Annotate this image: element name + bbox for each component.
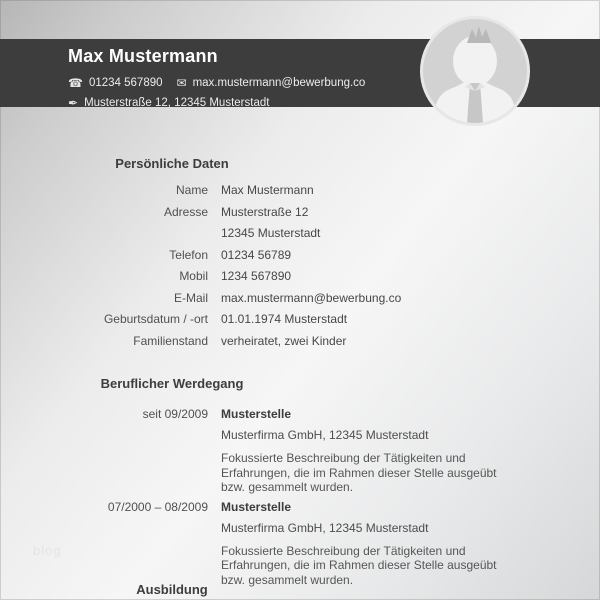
- pen-icon: ✒: [68, 96, 79, 110]
- email-contact: [177, 76, 366, 90]
- row-label: Geburtsdatum / -ort: [103, 312, 208, 326]
- contact-row-2: [68, 96, 379, 110]
- row-label: E-Mail: [173, 290, 208, 305]
- section-title-personal: Persönliche Daten: [115, 156, 229, 171]
- entry-body: [221, 408, 523, 495]
- phone-icon: ☎: [68, 76, 83, 90]
- row-value: max.mustermann@bewerbung.co: [221, 290, 402, 305]
- person-silhouette-icon: [423, 19, 527, 123]
- section-title-career: Beruflicher Werdegang: [100, 376, 244, 391]
- row-value: 1234 567890: [221, 269, 292, 283]
- row-value: Max Mustermann: [221, 183, 314, 197]
- envelope-icon: ✉: [176, 76, 187, 90]
- row-label: Telefon: [169, 247, 208, 262]
- table-row: [0, 245, 600, 267]
- avatar: [420, 16, 530, 126]
- row-value: 01234 56789: [221, 247, 292, 262]
- table-row: [0, 223, 600, 245]
- table-row: [0, 309, 600, 331]
- row-label: Familienstand: [133, 333, 208, 348]
- row-value: 01.01.1974 Musterstadt: [221, 312, 348, 326]
- row-label: [0, 223, 208, 245]
- phone-number: 01234 567890: [88, 77, 163, 89]
- row-label: Mobil: [179, 269, 208, 283]
- personal-data-table: [0, 180, 600, 352]
- header: [68, 46, 379, 110]
- career-entry: [0, 408, 600, 495]
- career-entries: [0, 408, 600, 587]
- row-label: Adresse: [163, 204, 208, 219]
- entry-period: seit 09/2009: [142, 407, 208, 421]
- entry-body: [221, 501, 523, 588]
- entry-description: Fokussierte Beschreibung der Tätigkeiten und Erfahrungen, die im Rahmen dieser Stelle ausgeübt bzw. gesammelt wurden.: [221, 451, 497, 494]
- row-value: Musterstraße 12: [221, 204, 309, 219]
- row-value: 12345 Musterstadt: [221, 226, 321, 240]
- entry-company: Musterfirma GmbH, 12345 Musterstadt: [221, 520, 429, 535]
- career-entry: [0, 501, 600, 588]
- email-address: max.mustermann@bewerbung.co: [192, 77, 366, 89]
- entry-period: 07/2000 – 08/2009: [107, 499, 208, 514]
- entry-role: Musterstelle: [221, 407, 292, 421]
- person-name: Max Mustermann: [68, 46, 218, 66]
- table-row: [0, 288, 600, 310]
- table-row: [0, 266, 600, 288]
- address-contact: [68, 96, 269, 110]
- entry-role: Musterstelle: [221, 499, 292, 514]
- table-row: [0, 331, 600, 353]
- section-title-education: Ausbildung: [136, 582, 208, 597]
- table-row: [0, 202, 600, 224]
- street-address: Musterstraße 12, 12345 Musterstadt: [84, 97, 270, 109]
- row-label: Name: [175, 183, 208, 197]
- row-value: verheiratet, zwei Kinder: [221, 333, 347, 348]
- table-row: [0, 180, 600, 202]
- entry-company: Musterfirma GmbH, 12345 Musterstadt: [221, 428, 429, 442]
- entry-description: Fokussierte Beschreibung der Tätigkeiten und Erfahrungen, die im Rahmen dieser Stelle ausgeübt bzw. gesammelt wurden.: [221, 543, 497, 587]
- watermark: blog: [33, 543, 62, 558]
- contact-row-1: [68, 76, 379, 90]
- phone-contact: [68, 76, 163, 90]
